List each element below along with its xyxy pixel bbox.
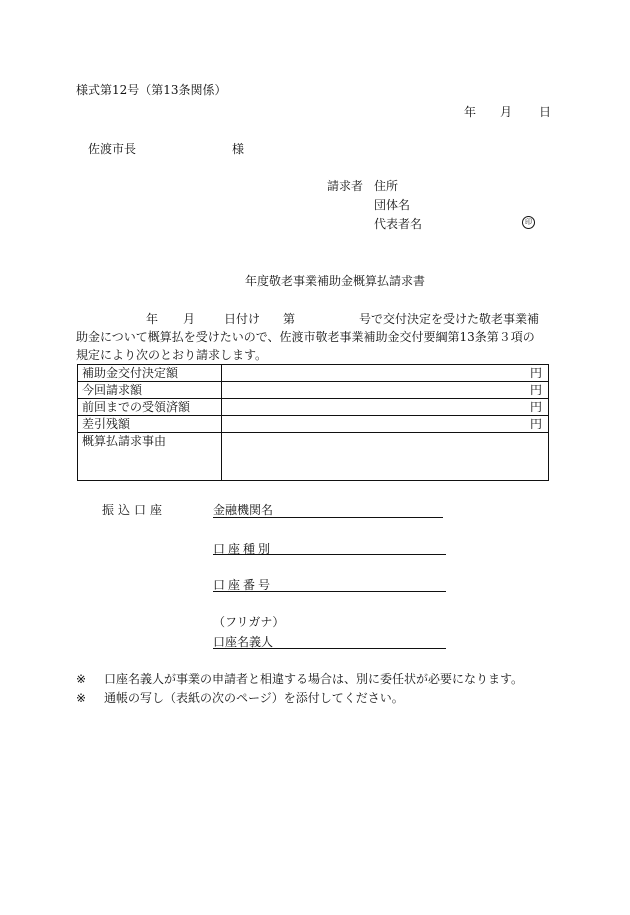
amount-cell: 円: [222, 416, 549, 433]
addressee-honorific: 様: [232, 142, 245, 156]
body-year-label: 年: [146, 312, 159, 326]
table-row: [78, 416, 549, 433]
note-1: [76, 671, 523, 687]
furigana-label: （フリガナ）: [213, 615, 285, 629]
account-holder-line: [213, 648, 446, 649]
row-label: 概算払請求事由: [78, 433, 222, 481]
account-type-label: 口座種別: [213, 542, 274, 556]
body-text-line2: 助金について概算払を受けたいので、佐渡市敬老事業補助金交付要綱第13条第３項の: [76, 330, 535, 344]
table-row: [78, 399, 549, 416]
requester-rep-label: 代表者名: [374, 217, 423, 231]
amount-cell: 円: [222, 365, 549, 382]
table-row: [78, 382, 549, 399]
document-title: 年度敬老事業補助金概算払請求書: [245, 274, 426, 288]
row-label: 前回までの受領済額: [78, 399, 222, 416]
body-text-line1: 号で交付決定を受けた敬老事業補: [359, 312, 540, 326]
note-mark: ※: [76, 672, 87, 686]
account-type-line: [213, 554, 446, 555]
account-holder-label: 口座名義人: [213, 635, 274, 649]
note-2: [76, 690, 404, 706]
account-number-label: 口座番号: [213, 578, 274, 592]
body-date-label: 日付け: [224, 312, 261, 326]
body-month-label: 月: [183, 312, 196, 326]
note-1-text: 口座名義人が事業の申請者と相違する場合は、別に委任状が必要になります。: [104, 672, 524, 686]
requester-org-label: 団体名: [374, 198, 411, 212]
requester-address-label: 住所: [374, 179, 399, 193]
amount-cell: 円: [222, 382, 549, 399]
row-label: 補助金交付決定額: [78, 365, 222, 382]
body-number-prefix: 第: [283, 312, 296, 326]
note-mark: ※: [76, 691, 87, 705]
bank-account-label: 振込口座: [102, 503, 167, 517]
row-label: 差引残額: [78, 416, 222, 433]
row-label: 今回請求額: [78, 382, 222, 399]
note-2-text: 通帳の写し（表紙の次のページ）を添付してください。: [104, 691, 404, 705]
amount-cell: 円: [222, 399, 549, 416]
body-text-line3: 規定により次のとおり請求します。: [76, 348, 268, 362]
table-row: [78, 433, 549, 481]
institution-label: 金融機関名: [213, 503, 274, 517]
reason-cell: [222, 433, 549, 481]
form-number: 様式第12号（第13条関係）: [76, 83, 227, 97]
addressee-name: 佐渡市長: [88, 142, 137, 156]
seal-icon: 印: [522, 216, 535, 229]
date-year-label: 年: [464, 105, 477, 119]
institution-line: [213, 517, 443, 518]
account-number-line: [213, 591, 446, 592]
date-day-label: 日: [539, 105, 552, 119]
date-month-label: 月: [500, 105, 513, 119]
amount-table: [77, 364, 549, 481]
requester-label: 請求者: [327, 179, 364, 193]
table-row: [78, 365, 549, 382]
